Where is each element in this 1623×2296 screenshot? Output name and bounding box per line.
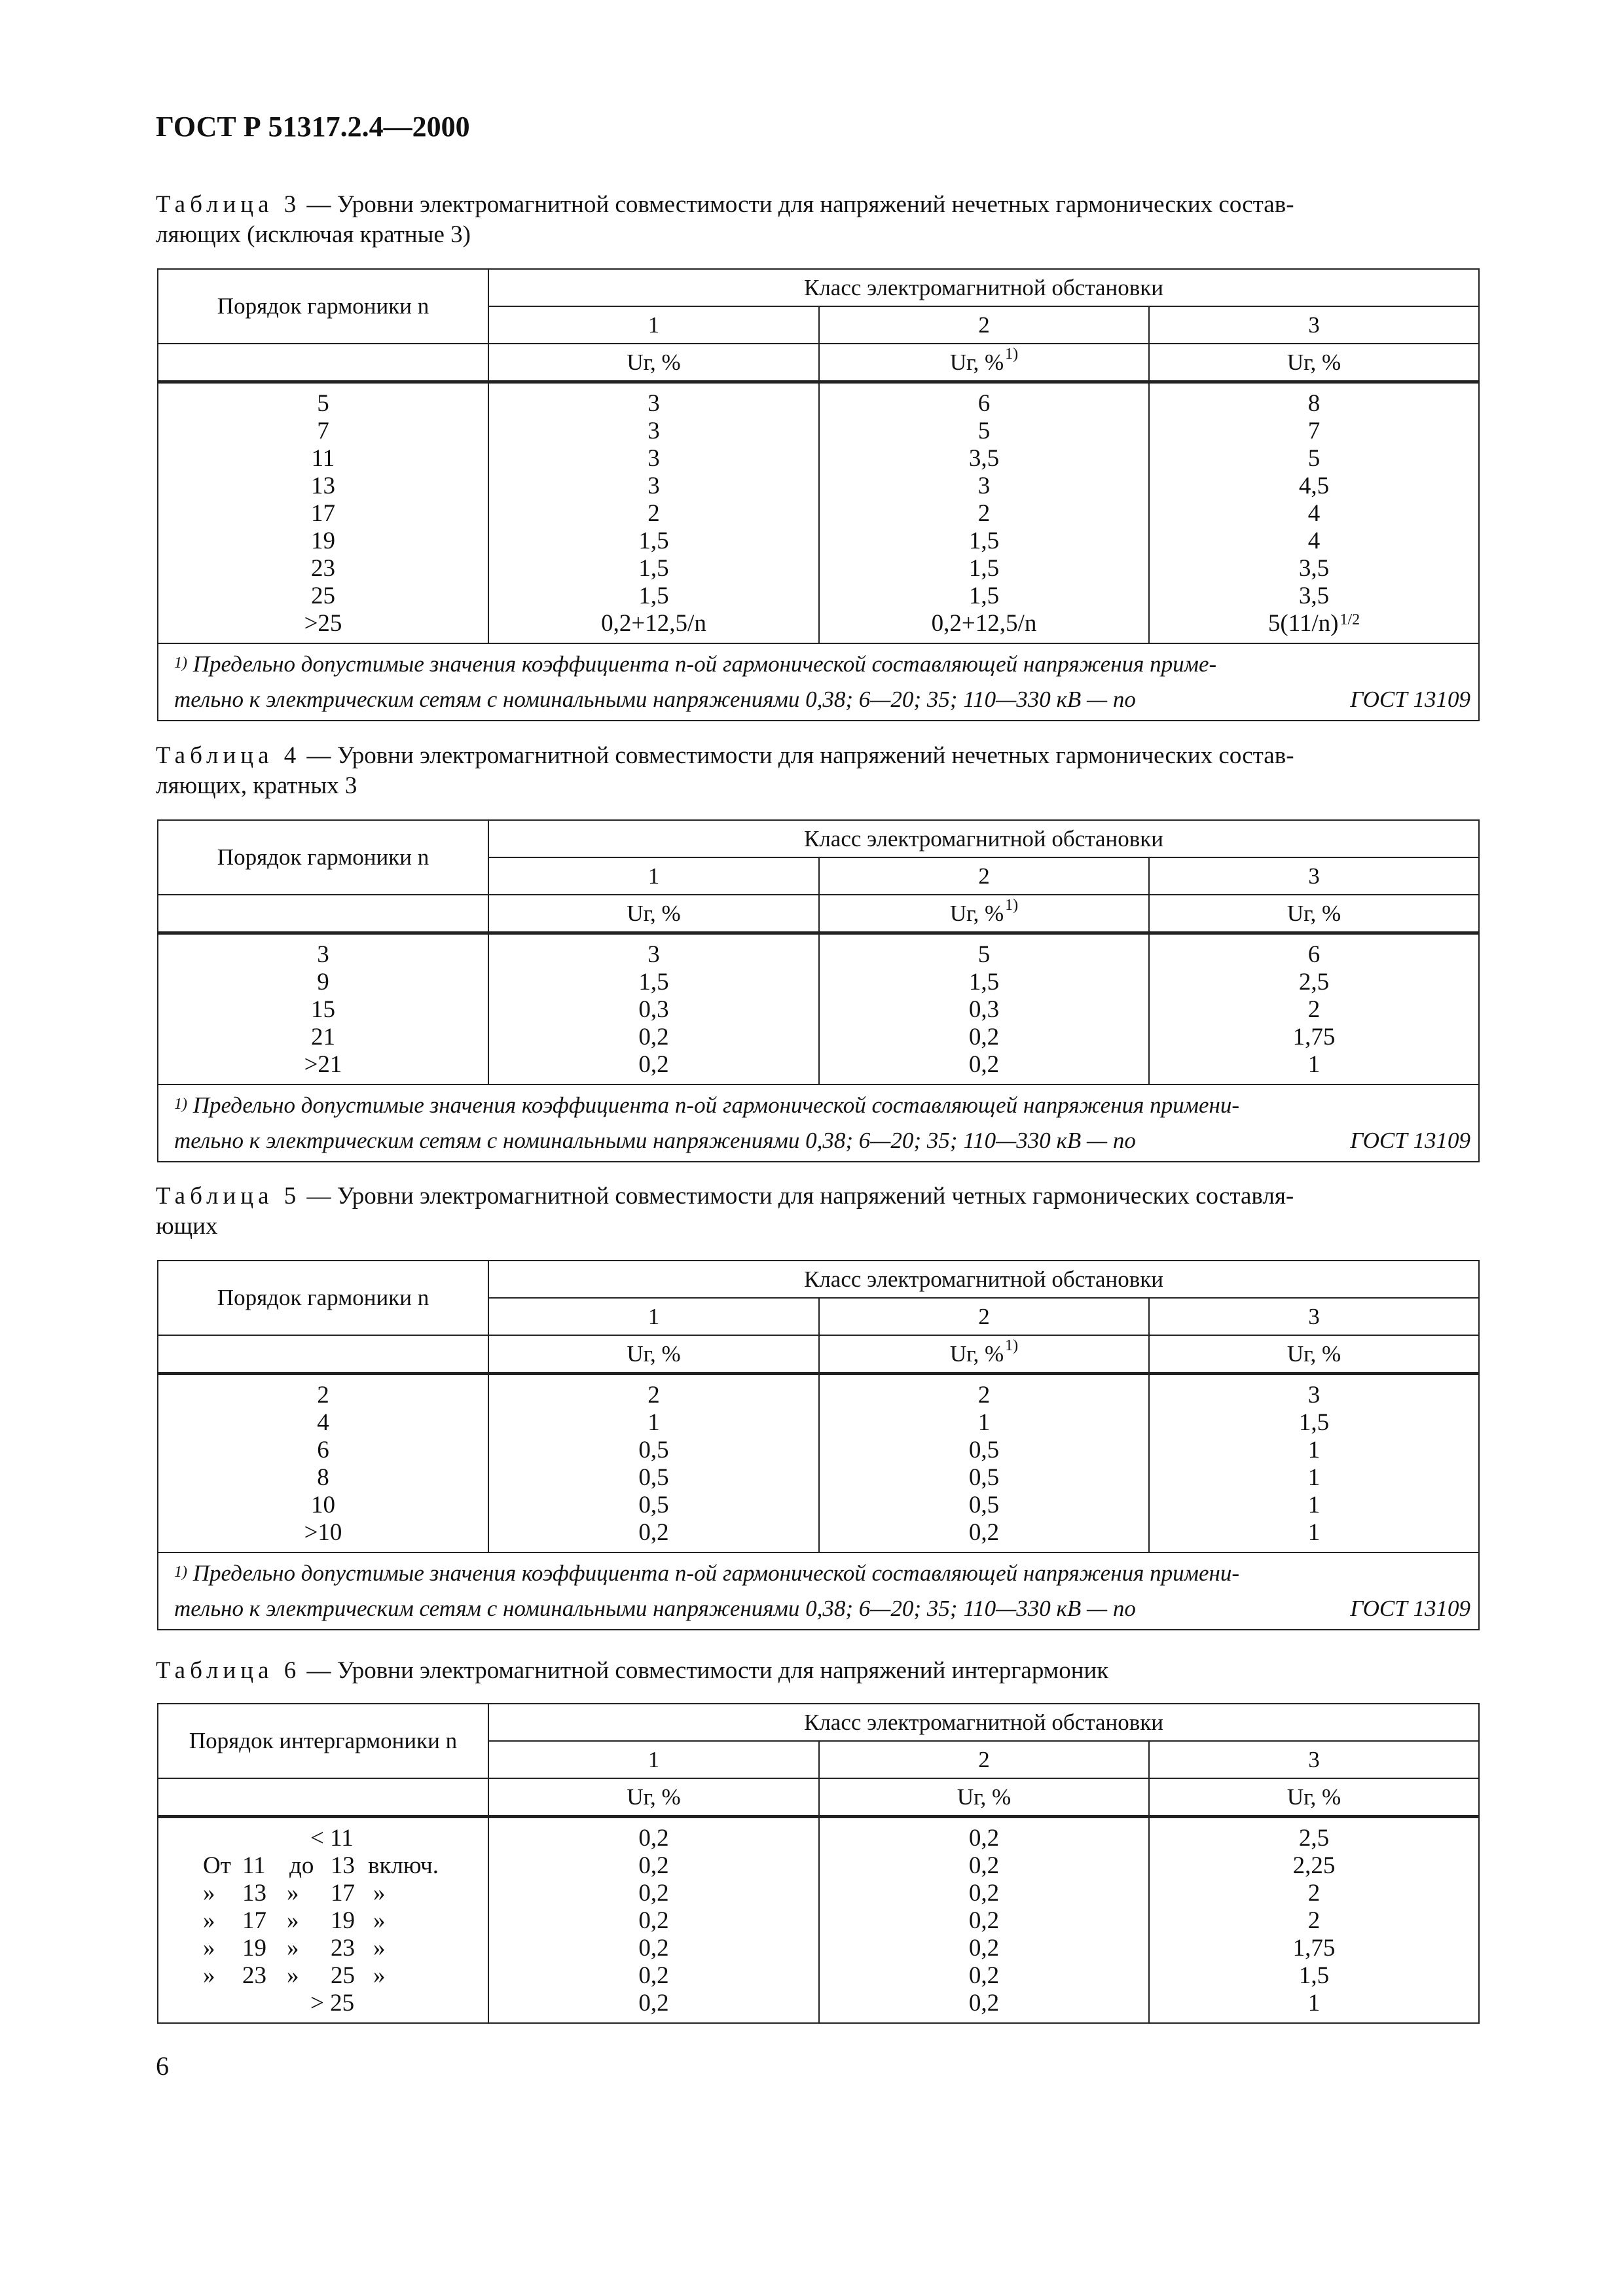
table6-class1-values — [493, 1825, 814, 2017]
table-cell-value: 1 — [1307, 1437, 1321, 1463]
table-cell-value: 0,2 — [968, 1907, 1000, 1934]
table3-unit-empty — [158, 344, 488, 382]
table3-order-header: Порядок гармоники n — [158, 269, 488, 344]
table-cell-value: 0,2 — [968, 1024, 1000, 1050]
table6-class-1: 1 — [488, 1741, 819, 1778]
table-cell-value: 0,3 — [968, 996, 1000, 1023]
table6-label: Таблица 6 — [156, 1657, 301, 1684]
table4-class1-cell — [488, 933, 819, 1085]
table-cell-value: 2,25 — [1292, 1852, 1336, 1879]
interharmonic-order: » 13 » 17 » — [203, 1880, 386, 1907]
table-cell-value: 0,2 — [638, 1990, 669, 2017]
table4-class2-cell — [819, 933, 1149, 1085]
table3-class3-values — [1154, 390, 1474, 637]
table-cell-value: >10 — [304, 1519, 342, 1546]
table-cell-value: 1,5 — [638, 555, 669, 582]
table-cell-value: 6 — [977, 390, 991, 417]
gost-reference: ГОСТ 13109 — [1350, 1128, 1470, 1153]
table6-orders — [158, 1825, 484, 2017]
table3-unit-2: Uг, %$^{1)}$ — [819, 344, 1149, 382]
table-cell-value: 19 — [311, 528, 335, 554]
table4-caption-text: — Уровни электромагнитной совместимости для напряжений нечетных гармонических состав- — [301, 742, 1294, 769]
table-cell-value: 1 — [647, 1409, 660, 1436]
table-cell-value: 1,5 — [1298, 1962, 1330, 1989]
table-cell-value: 1,5 — [638, 583, 669, 609]
table5-unit-empty — [158, 1335, 488, 1374]
table4-class3-values — [1154, 941, 1474, 1079]
table-cell-value: 5 — [977, 418, 991, 444]
table-cell-value: 0,5 — [638, 1464, 669, 1491]
table-cell-value: 2,5 — [1298, 969, 1330, 996]
table-cell-value: 0,2 — [638, 1935, 669, 1962]
table-cell-value: 1,5 — [968, 583, 1000, 609]
table-cell-value: 1 — [1307, 1519, 1321, 1546]
table-cell-value: 1,75 — [1292, 1024, 1336, 1050]
table-cell-value: 3 — [1307, 1382, 1321, 1408]
table4-class-3: 3 — [1149, 857, 1479, 895]
table3-class-2: 2 — [819, 306, 1149, 344]
table-cell-value: 0,2 — [638, 1519, 669, 1546]
interharmonic-order: > 25 — [310, 1990, 355, 2017]
document-header: ГОСТ Р 51317.2.4—2000 — [156, 111, 470, 143]
table-cell-value: 5 — [317, 390, 329, 417]
table-cell-value: 1,75 — [1292, 1935, 1336, 1962]
interharmonic-order: < 11 — [310, 1825, 354, 1852]
table5-class2-values — [824, 1382, 1144, 1547]
table5-class-header: Класс электромагнитной обстановки — [488, 1261, 1479, 1298]
table-cell-value: 4 — [1307, 500, 1321, 527]
table5-class2-cell — [819, 1374, 1149, 1553]
table-cell-value: 6 — [317, 1437, 329, 1463]
table3-footnote: $^{1)}$ Предельно допустимые значения коэффициента n-ой гармонической составляющей напряжения приме- тельно к электрическим сетям с номинальными напряжениями 0,38; 6—20; 35; 110—330 кВ — по ГОСТ 13109 — [158, 643, 1479, 721]
table6-unit-3: Uг, % — [1149, 1778, 1479, 1817]
table6-unit-empty — [158, 1778, 488, 1817]
table-cell-value: 0,2 — [638, 1907, 669, 1934]
table3-label: Таблица 3 — [156, 191, 301, 218]
table-cell-value: 17 — [311, 500, 335, 527]
table-cell-value: 0,2 — [968, 1990, 1000, 2017]
table-cell-value: 1,5 — [968, 528, 1000, 554]
table-cell-value: 1 — [1307, 1492, 1321, 1518]
table5 — [157, 1260, 1480, 1630]
table4-class-2: 2 — [819, 857, 1149, 895]
table-cell-value: 1,5 — [968, 555, 1000, 582]
table5-class1-cell — [488, 1374, 819, 1553]
table3-class2-values — [824, 390, 1144, 637]
table3-class-header: Класс электромагнитной обстановки — [488, 269, 1479, 306]
table-cell-value: 3 — [647, 473, 660, 499]
table-cell-value: 1,5 — [638, 528, 669, 554]
table-cell-value: 3 — [647, 445, 660, 472]
table6-class3-cell — [1149, 1817, 1479, 2024]
table5-class-2: 2 — [819, 1298, 1149, 1335]
table-cell-value: 3 — [647, 941, 660, 968]
table-cell-value: 0,2 — [968, 1935, 1000, 1962]
table-cell-value: 5 — [977, 941, 991, 968]
table-cell-value: 2 — [317, 1382, 329, 1408]
table-cell-value: 1,5 — [968, 969, 1000, 996]
table5-unit-3: Uг, % — [1149, 1335, 1479, 1374]
table4-orders — [162, 941, 484, 1079]
table3-class2-cell — [819, 382, 1149, 644]
interharmonic-order: От 11 до 13 включ. — [203, 1852, 439, 1879]
table-cell-value: 0,2 — [638, 1024, 669, 1050]
table6-order-header: Порядок интергармоники n — [158, 1704, 488, 1778]
table3-orders — [162, 390, 484, 637]
table6-class-header: Класс электромагнитной обстановки — [488, 1704, 1479, 1741]
table3-caption-text: — Уровни электромагнитной совместимости для напряжений нечетных гармонических состав- — [301, 191, 1294, 218]
table-cell-value: 0,5 — [968, 1464, 1000, 1491]
table4-class2-values — [824, 941, 1144, 1079]
gost-reference: ГОСТ 13109 — [1350, 1596, 1470, 1621]
table-cell-value: $5(11/n)^{1/2}$ — [1267, 610, 1360, 637]
table5-class3-values — [1154, 1382, 1474, 1547]
table-cell-value: 0,2 — [638, 1852, 669, 1879]
table3-caption — [156, 190, 1478, 250]
table6-class-2: 2 — [819, 1741, 1149, 1778]
table4-class1-values — [493, 941, 814, 1079]
table6-class3-values — [1154, 1825, 1474, 2017]
table-cell-value: 0,2 — [638, 1880, 669, 1907]
table-cell-value: 7 — [317, 418, 329, 444]
table-cell-value: 0,5 — [638, 1492, 669, 1518]
table4-unit-empty — [158, 895, 488, 933]
table-cell-value: 2 — [977, 500, 991, 527]
table4-order-header: Порядок гармоники n — [158, 820, 488, 895]
table-cell-value: 4,5 — [1298, 473, 1330, 499]
table-cell-value: 0,2 — [638, 1962, 669, 1989]
table5-class3-cell — [1149, 1374, 1479, 1553]
page-number: 6 — [156, 2051, 169, 2081]
table-cell-value: 3 — [317, 941, 329, 968]
table5-caption-text: — Уровни электромагнитной совместимости для напряжений четных гармонических составля- — [301, 1183, 1294, 1210]
table5-order-header: Порядок гармоники n — [158, 1261, 488, 1335]
table-cell-value: 2 — [977, 1382, 991, 1408]
table6 — [157, 1703, 1480, 2024]
table3-class3-cell — [1149, 382, 1479, 644]
interharmonic-order: » 17 » 19 » — [203, 1907, 386, 1934]
table3-class-3: 3 — [1149, 306, 1479, 344]
table6-unit-2: Uг, % — [819, 1778, 1149, 1817]
gost-reference: ГОСТ 13109 — [1350, 687, 1470, 712]
table-cell-value: 8 — [317, 1464, 329, 1491]
table-cell-value: 0,2 — [968, 1852, 1000, 1879]
table-cell-value: 3,5 — [1298, 583, 1330, 609]
table4-unit-2: Uг, %$^{1)}$ — [819, 895, 1149, 933]
table-cell-value: 15 — [311, 996, 335, 1023]
table-cell-value: 1 — [1307, 1051, 1321, 1078]
table5-unit-2: Uг, %$^{1)}$ — [819, 1335, 1149, 1374]
table6-class2-cell — [819, 1817, 1149, 2024]
interharmonic-order: » 23 » 25 » — [203, 1962, 386, 1989]
table4-footnote: $^{1)}$ Предельно допустимые значения коэффициента n-ой гармонической составляющей напряжения примени- тельно к электрическим сетям с номинальными напряжениями 0,38; 6—20; 35; 110—330 кВ — по ГОСТ 13109 — [158, 1085, 1479, 1162]
table3-caption-text-2: ляющих (исключая кратные 3) — [156, 221, 471, 248]
table6-caption-text: — Уровни электромагнитной совместимости для напряжений интергармоник — [301, 1657, 1109, 1684]
table-cell-value: 4 — [1307, 528, 1321, 554]
table-cell-value: 8 — [1307, 390, 1321, 417]
exponent: 1/2 — [1340, 611, 1360, 628]
table4-class3-cell — [1149, 933, 1479, 1085]
table-cell-value: 0,2 — [968, 1519, 1000, 1546]
table-cell-value: 3,5 — [1298, 555, 1330, 582]
table-cell-value: 0,2 — [638, 1825, 669, 1852]
table-cell-value: 0,2+12,5/n — [931, 610, 1037, 637]
table5-unit-1: Uг, % — [488, 1335, 819, 1374]
table6-caption — [156, 1656, 1478, 1686]
table-cell-value: >25 — [304, 610, 342, 637]
table3-unit-1: Uг, % — [488, 344, 819, 382]
table-cell-value: 2,5 — [1298, 1825, 1330, 1852]
table6-orders-cell — [158, 1817, 488, 2024]
table4-label: Таблица 4 — [156, 742, 301, 769]
table3-unit-3: Uг, % — [1149, 344, 1479, 382]
table5-caption — [156, 1181, 1478, 1242]
table-cell-value: 10 — [311, 1492, 335, 1518]
table-cell-value: 2 — [1307, 1880, 1321, 1907]
table-cell-value: 1 — [1307, 1990, 1321, 2017]
table-cell-value: 0,2 — [968, 1880, 1000, 1907]
table5-class-1: 1 — [488, 1298, 819, 1335]
table-cell-value: 3 — [647, 390, 660, 417]
table3 — [157, 268, 1480, 721]
table-cell-value: 0,2+12,5/n — [601, 610, 706, 637]
table4-orders-cell — [158, 933, 488, 1085]
interharmonic-order: » 19 » 23 » — [203, 1935, 386, 1962]
table-cell-value: 1,5 — [1298, 1409, 1330, 1436]
table5-orders — [162, 1382, 484, 1547]
table-cell-value: 2 — [1307, 1907, 1321, 1934]
footnote-ref: 1) — [1005, 896, 1019, 914]
table3-class1-values — [493, 390, 814, 637]
table-cell-value: 13 — [311, 473, 335, 499]
table5-label: Таблица 5 — [156, 1183, 301, 1210]
table-cell-value: 0,2 — [968, 1051, 1000, 1078]
table3-class-1: 1 — [488, 306, 819, 344]
table5-class1-values — [493, 1382, 814, 1547]
table3-class1-cell — [488, 382, 819, 644]
table4-unit-3: Uг, % — [1149, 895, 1479, 933]
table-cell-value: 0,5 — [638, 1437, 669, 1463]
table-cell-value: 21 — [311, 1024, 335, 1050]
table-cell-value: 0,2 — [638, 1051, 669, 1078]
table6-class2-values — [824, 1825, 1144, 2017]
table4-unit-1: Uг, % — [488, 895, 819, 933]
table-cell-value: 0,5 — [968, 1492, 1000, 1518]
table-cell-value: >21 — [304, 1051, 342, 1078]
table4-class-header: Класс электромагнитной обстановки — [488, 820, 1479, 857]
table-cell-value: 0,2 — [968, 1962, 1000, 1989]
table-cell-value: 0,5 — [968, 1437, 1000, 1463]
table-cell-value: 0,3 — [638, 996, 669, 1023]
table-cell-value: 3 — [977, 473, 991, 499]
table-cell-value: 2 — [1307, 996, 1321, 1023]
table4-caption — [156, 741, 1478, 801]
table-cell-value: 1 — [977, 1409, 991, 1436]
table-cell-value: 1 — [1307, 1464, 1321, 1491]
table6-class1-cell — [488, 1817, 819, 2024]
footnote-ref: 1) — [1005, 345, 1019, 363]
table-cell-value: 9 — [317, 969, 329, 996]
table4-class-1: 1 — [488, 857, 819, 895]
table-cell-value: 4 — [317, 1409, 329, 1436]
table-cell-value: 1,5 — [638, 969, 669, 996]
table6-class-3: 3 — [1149, 1741, 1479, 1778]
table5-class-3: 3 — [1149, 1298, 1479, 1335]
table-cell-value: 6 — [1307, 941, 1321, 968]
table-cell-value: 0,2 — [968, 1825, 1000, 1852]
footnote-ref: 1) — [1005, 1336, 1019, 1354]
table5-orders-cell — [158, 1374, 488, 1553]
table-cell-value: 2 — [647, 1382, 660, 1408]
table-cell-value: 3 — [647, 418, 660, 444]
table5-footnote: $^{1)}$ Предельно допустимые значения коэффициента n-ой гармонической составляющей напряжения примени- тельно к электрическим сетям с номинальными напряжениями 0,38; 6—20; 35; 110—330 кВ — по ГОСТ 13109 — [158, 1552, 1479, 1630]
table4-caption-text-2: ляющих, кратных 3 — [156, 772, 357, 799]
table-cell-value: 2 — [647, 500, 660, 527]
table-cell-value: 23 — [311, 555, 335, 582]
table-cell-value: 11 — [311, 445, 335, 472]
table-cell-value: 7 — [1307, 418, 1321, 444]
table6-unit-1: Uг, % — [488, 1778, 819, 1817]
table-cell-value: 25 — [311, 583, 335, 609]
table5-caption-text-2: ющих — [156, 1213, 218, 1240]
table4 — [157, 819, 1480, 1162]
table-cell-value: 5 — [1307, 445, 1321, 472]
table3-orders-cell — [158, 382, 488, 644]
table-cell-value: 3,5 — [968, 445, 1000, 472]
